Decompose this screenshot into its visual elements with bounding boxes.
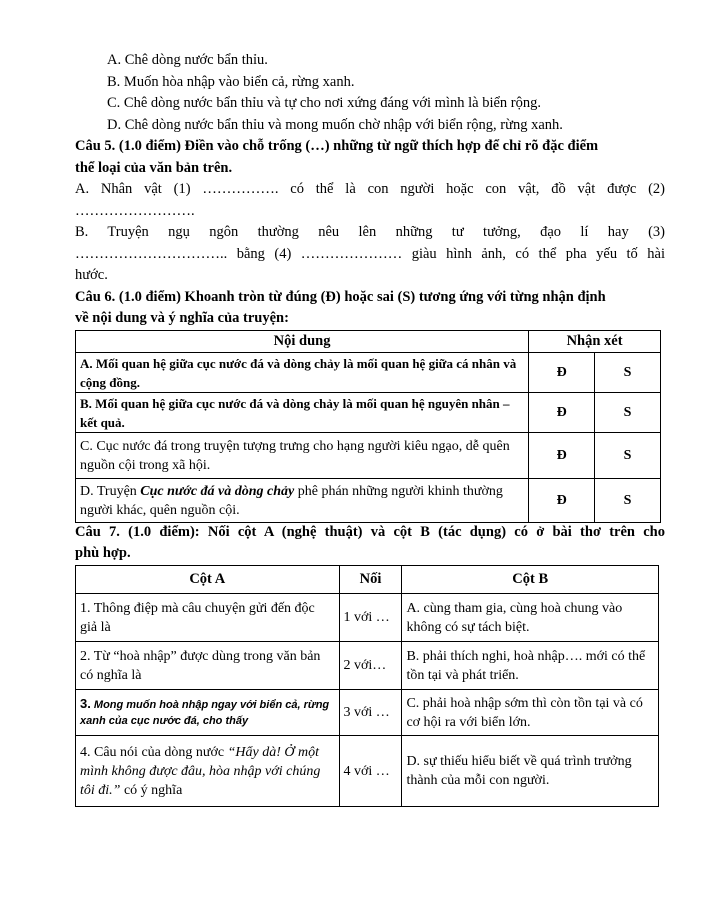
q7-row-4 (76, 736, 659, 807)
q6-row-d (76, 479, 661, 523)
q6-row-a-text: A. Mối quan hệ giữa cục nước đá và dòng chảy là mối quan hệ giữa cá nhân và cộng đồng. (76, 353, 529, 393)
q6-row-d-false[interactable]: S (595, 479, 661, 523)
q6-row-a-true[interactable]: Đ (529, 353, 595, 393)
q6-row-c-text: C. Cục nước đá trong truyện tượng trưng cho hạng người kiêu ngạo, dễ quên nguồn cội trong xã hội. (76, 433, 529, 479)
q7-row-4-a: 4. Câu nói của dòng nước “Hẩy dà! Ở một mình không được đâu, hòa nhập với chúng tôi đi.” có ý nghĩa (76, 736, 340, 807)
q7-row-4-b: D. sự thiếu hiểu biết về quá trình trưởng thành của mỗi con người. (402, 736, 659, 807)
q4-option-d: D. Chê dòng nước bẩn thỉu và mong muốn chờ nhập với biển rộng, rừng xanh. (107, 117, 563, 133)
q5-title-line2: thể loại của văn bản trên. (75, 160, 233, 176)
q7-header-link: Nối (339, 566, 402, 594)
q7-row-3-a: 3. Mong muốn hoà nhập ngay với biển cả, rừng xanh của cục nước đá, cho thấy (76, 690, 340, 736)
q6-row-c-false[interactable]: S (595, 433, 661, 479)
q7-row-4-link[interactable]: 4 với … (339, 736, 402, 807)
q5-b-line3: hước. (75, 267, 108, 283)
q7-row-2-b: B. phải thích nghi, hoà nhập…. mới có thể tồn tại và phát triển. (402, 642, 659, 690)
q7-title-line1: Câu 7. (1.0 điểm): Nối cột A (nghệ thuật) và cột B (tác dụng) có ở bài thơ trên cho (75, 524, 665, 540)
q7-title-line2: phù hợp. (75, 545, 131, 561)
q7-header-a: Cột A (76, 566, 340, 594)
q6-row-b-text: B. Mối quan hệ giữa cục nước đá và dòng chảy là mối quan hệ nguyên nhân – kết quả. (76, 393, 529, 433)
q4-option-a: A. Chê dòng nước bẩn thỉu. (107, 52, 268, 68)
q6-row-d-true[interactable]: Đ (529, 479, 595, 523)
q7-row-2-link[interactable]: 2 với… (339, 642, 402, 690)
q6-row-c (76, 433, 661, 479)
q6-row-b-false[interactable]: S (595, 393, 661, 433)
q5-a-line1: A. Nhân vật (1) ……………. có thể là con người hoặc con vật, đồ vật được (2) (75, 181, 665, 197)
q7-row-2-a: 2. Từ “hoà nhập” được dùng trong văn bản có nghĩa là (76, 642, 340, 690)
q5-a-line2: ……………………. (75, 203, 195, 219)
q6-header-content: Nội dung (76, 331, 529, 353)
q5-title-line1: Câu 5. (1.0 điểm) Điền vào chỗ trống (…) những từ ngữ thích hợp để chỉ rõ đặc điểm (75, 138, 599, 154)
q7-row-1-b: A. cùng tham gia, cùng hoà chung vào không có sự tách biệt. (402, 594, 659, 642)
q7-row-1 (76, 594, 659, 642)
q7-row-3-link[interactable]: 3 với … (339, 690, 402, 736)
q7-row-1-link[interactable]: 1 với … (339, 594, 402, 642)
q6-header-comment: Nhận xét (529, 331, 661, 353)
q6-row-a (76, 353, 661, 393)
q7-row-3-b: C. phải hoà nhập sớm thì còn tồn tại và có cơ hội ra với biển lớn. (402, 690, 659, 736)
q6-row-c-true[interactable]: Đ (529, 433, 595, 479)
q6-table (75, 330, 661, 523)
q7-header-b: Cột B (402, 566, 659, 594)
q4-option-c: C. Chê dòng nước bẩn thỉu và tự cho nơi xứng đáng với mình là biển rộng. (107, 95, 541, 111)
q6-title-line1: Câu 6. (1.0 điểm) Khoanh tròn từ đúng (Đ) hoặc sai (S) tương ứng với từng nhận định (75, 289, 606, 305)
q6-row-b-true[interactable]: Đ (529, 393, 595, 433)
q6-title-line2: về nội dung và ý nghĩa của truyện: (75, 310, 289, 326)
q5-b-line2: ………………………….. bằng (4) ………………… giàu hình ảnh, có thể pha yếu tố hài (75, 246, 665, 262)
q6-row-a-false[interactable]: S (595, 353, 661, 393)
q7-table (75, 565, 659, 807)
q7-row-1-a: 1. Thông điệp mà câu chuyện gửi đến độc giả là (76, 594, 340, 642)
q5-b-line1: B. Truyện ngụ ngôn thường nêu lên những tư tưởng, đạo lí hay (3) (75, 224, 665, 240)
q7-row-2 (76, 642, 659, 690)
q7-row-3 (76, 690, 659, 736)
q6-row-d-text: D. Truyện Cục nước đá và dòng chảy phê phán những người khinh thường người khác, quên nguồn cội. (76, 479, 529, 523)
q4-option-b: B. Muốn hòa nhập vào biển cả, rừng xanh. (107, 74, 355, 90)
q6-row-b (76, 393, 661, 433)
